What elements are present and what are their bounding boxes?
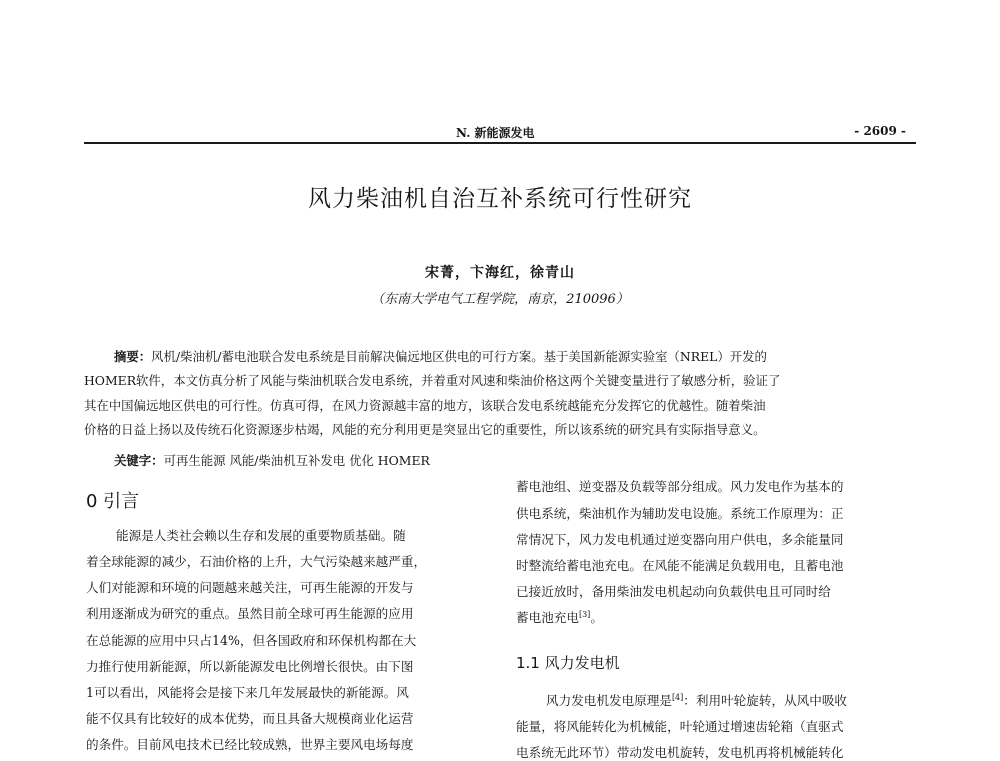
body-line: 供电系统，柴油机作为辅助发电设施。系统工作原理为：正 bbox=[516, 506, 844, 521]
paper-title: 风力柴油机自治互补系统可行性研究 bbox=[308, 186, 692, 212]
keywords bbox=[114, 451, 430, 469]
body-line: 电系统无此环节）带动发电机旋转，发电机再将机械能转化 bbox=[516, 745, 844, 760]
keywords-text: 可再生能源 风能/柴油机互补发电 优化 HOMER bbox=[163, 453, 430, 468]
abstract-line: 价格的日益上扬以及传统石化资源逐步枯竭，风能的充分利用更是突显出它的重要性，所以该系统的研究具有实际指导意义。 bbox=[84, 421, 766, 437]
body-line: 能量，将风能转化为机械能，叶轮通过增速齿轮箱（直驱式 bbox=[516, 719, 844, 734]
running-header bbox=[84, 122, 916, 144]
abstract-label: 摘要： bbox=[114, 349, 152, 364]
journal-section: N. 新能源发电 bbox=[456, 126, 535, 140]
body-line: 人们对能源和环境的问题越来越关注，可再生能源的开发与 bbox=[86, 580, 414, 595]
section-heading-intro: 0 引言 bbox=[86, 491, 140, 512]
abstract-line: 摘要：风机/柴油机/蓄电池联合发电系统是目前解决偏远地区供电的可行方案。基于美国新能源实验室（NREL）开发的 bbox=[114, 349, 767, 364]
abstract bbox=[84, 345, 916, 442]
body-line: 蓄电池充电[3]。 bbox=[516, 609, 603, 625]
keywords-label: 关键字： bbox=[114, 453, 164, 468]
body-line: 常情况下，风力发电机通过逆变器向用户供电，多余能量同 bbox=[516, 532, 844, 547]
body-line: 时整流给蓄电池充电。在风能不能满足负载用电，且蓄电池 bbox=[516, 558, 844, 573]
body-line: 在总能源的应用中只占14%，但各国政府和环保机构都在大 bbox=[86, 633, 417, 648]
body-line: 风力发电机发电原理是[4]：利用叶轮旋转，从风中吸收 bbox=[546, 692, 847, 708]
body-line: 利用逐渐成为研究的重点。虽然目前全球可再生能源的应用 bbox=[86, 606, 414, 621]
abstract-line: 其在中国偏远地区供电的可行性。仿真可得，在风力资源越丰富的地方，该联合发电系统越能充分发挥它的优越性。随着柴油 bbox=[84, 397, 766, 413]
page-number: - 2609 - bbox=[854, 124, 906, 138]
authors: 宋菁，卞海红，徐青山 bbox=[425, 265, 575, 281]
citation-ref: [4] bbox=[671, 692, 684, 702]
body-line: 着全球能源的减少，石油价格的上升，大气污染越来越严重， bbox=[86, 554, 427, 569]
body-line: 已接近放时，备用柴油发电机起动向负载供电且可同时给 bbox=[516, 584, 831, 599]
body-line: 能不仅具有比较好的成本优势，而且具备大规模商业化运营 bbox=[86, 711, 414, 726]
body-line: 1可以看出，风能将会是接下来几年发展最快的新能源。风 bbox=[86, 685, 409, 700]
abstract-line: HOMER软件，本文仿真分析了风能与柴油机联合发电系统，并着重对风速和柴油价格这两个关键变量进行了敏感分析，验证了 bbox=[84, 373, 781, 389]
body-line: 能源是人类社会赖以生存和发展的重要物质基础。随 bbox=[116, 528, 406, 543]
affiliation: （东南大学电气工程学院，南京，210096） bbox=[371, 292, 629, 307]
body-line: 的条件。目前风电技术已经比较成熟，世界主要风电场每度 bbox=[86, 737, 414, 752]
body-line: 力推行使用新能源，所以新能源发电比例增长很快。由下图 bbox=[86, 659, 414, 674]
citation-ref: [3] bbox=[578, 609, 591, 619]
body-line: 蓄电池组、逆变器及负载等部分组成。风力发电作为基本的 bbox=[516, 479, 844, 494]
section-heading-1-1: 1.1 风力发电机 bbox=[516, 654, 620, 672]
